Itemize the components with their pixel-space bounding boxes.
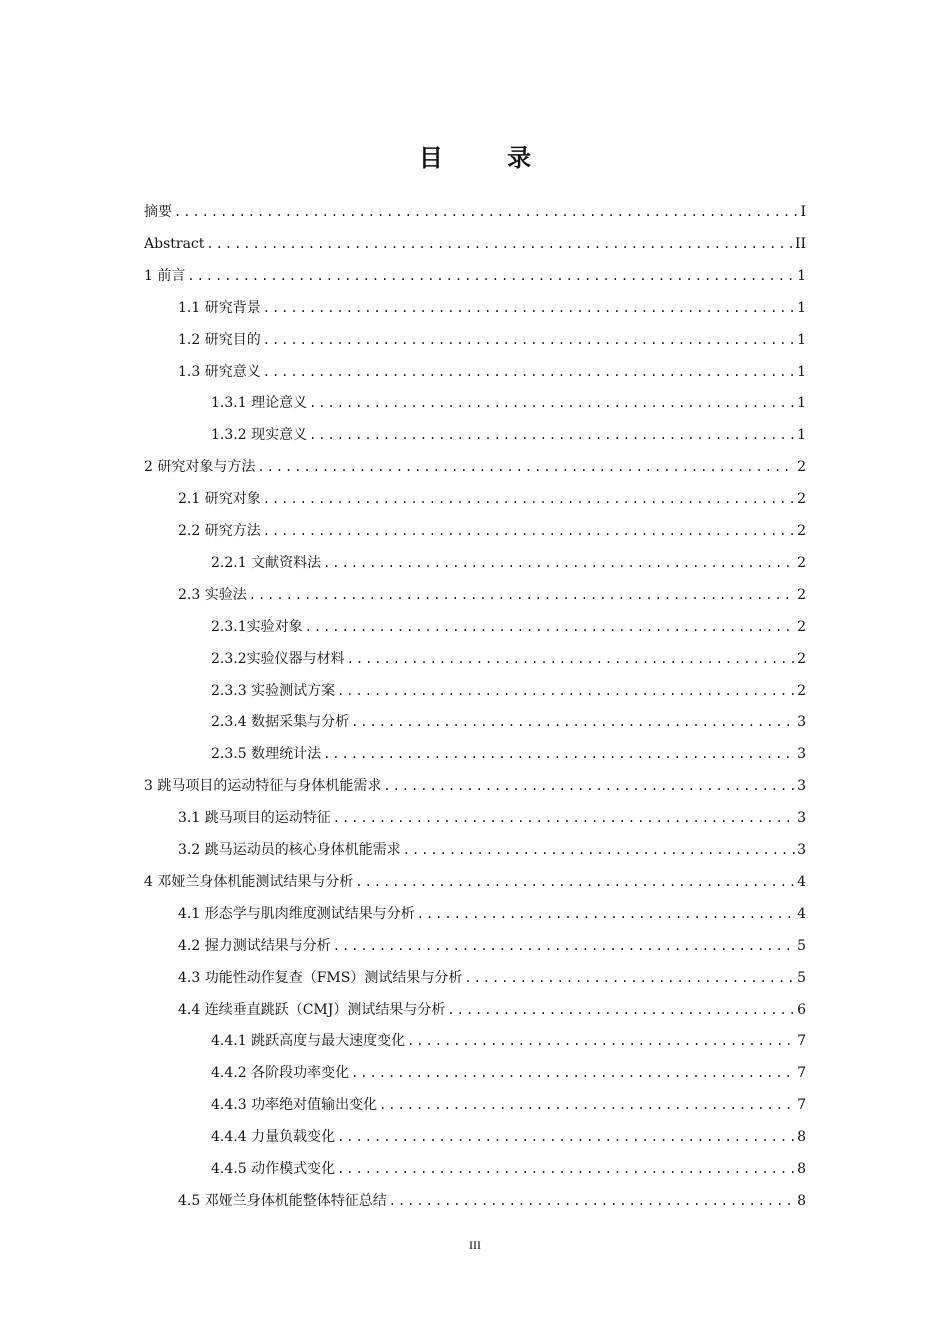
- toc-entry-page: 3: [797, 746, 806, 763]
- toc-entry-label: 4.4.1 跳跃高度与最大速度变化: [211, 1033, 406, 1050]
- toc-entry-link[interactable]: [178, 930, 806, 962]
- toc-entry-link[interactable]: [178, 898, 806, 930]
- toc-leader-dots: [187, 260, 795, 292]
- toc-row: [0, 196, 950, 228]
- toc-entry-link[interactable]: [211, 387, 806, 419]
- toc-leader-dots: [309, 419, 795, 451]
- toc-leader-dots: [263, 292, 795, 324]
- toc-entry-link[interactable]: [211, 1057, 806, 1089]
- toc-entry-page: 1: [797, 331, 806, 348]
- toc-entry-label: 4.5 邓娅兰身体机能整体特征总结: [178, 1192, 387, 1209]
- toc-entry-page: 5: [797, 937, 806, 954]
- toc-entry-label: 3.1 跳马项目的运动特征: [178, 810, 331, 827]
- toc-entry-label: 2.2 研究方法: [178, 523, 261, 539]
- toc-leader-dots: [351, 1057, 795, 1089]
- toc-entry-label: 4.3 功能性动作复查（FMS）测试结果与分析: [178, 969, 463, 986]
- toc-row: [0, 356, 950, 388]
- toc-row: [0, 643, 950, 675]
- toc-leader-dots: [333, 930, 795, 962]
- toc-row: [0, 962, 950, 994]
- toc-entry-label: 2 研究对象与方法: [144, 459, 256, 476]
- toc-entry-link[interactable]: [211, 1025, 806, 1057]
- toc-entry-link[interactable]: [178, 292, 806, 324]
- toc-leader-dots: [347, 643, 795, 675]
- toc-entry-label: 4.2 握力测试结果与分析: [178, 937, 331, 954]
- toc-entry-page: 8: [797, 1129, 806, 1146]
- toc-entry-link[interactable]: [211, 706, 806, 738]
- toc-entry-label: 2.3.2实验仪器与材料: [211, 650, 345, 667]
- toc-leader-dots: [383, 770, 795, 802]
- toc-entry-page: 2: [797, 682, 806, 699]
- toc-leader-dots: [323, 738, 795, 770]
- toc-entry-page: 6: [797, 1001, 806, 1018]
- toc-row: [0, 324, 950, 356]
- toc-entry-page: 1: [797, 363, 806, 380]
- toc-entry-page: 2: [797, 523, 806, 539]
- toc-row: [0, 675, 950, 707]
- toc-entry-page: 1: [797, 427, 806, 444]
- toc-row: [0, 579, 950, 611]
- toc-entry-page: 7: [797, 1065, 806, 1082]
- toc-leader-dots: [257, 451, 795, 483]
- toc-row: [0, 419, 950, 451]
- toc-leader-dots: [447, 994, 795, 1026]
- toc-entry-label: 1.3 研究意义: [178, 363, 261, 380]
- toc-entry-page: 1: [797, 299, 806, 316]
- toc-entry-link[interactable]: [211, 611, 806, 643]
- toc-entry-link[interactable]: [144, 260, 806, 292]
- toc-leader-dots: [389, 1185, 795, 1217]
- toc-entry-label: 1 前言: [144, 267, 186, 284]
- toc-row: [0, 515, 950, 547]
- toc-entry-page: 1: [797, 267, 806, 284]
- toc-row: [0, 866, 950, 898]
- toc-entry-page: 8: [797, 1192, 806, 1209]
- toc-entry-label: 3 跳马项目的运动特征与身体机能需求: [144, 778, 382, 795]
- toc-leader-dots: [464, 962, 795, 994]
- toc-row: [0, 930, 950, 962]
- page-number: III: [469, 1238, 481, 1252]
- toc-entry-label: 1.2 研究目的: [178, 331, 261, 348]
- toc-leader-dots: [407, 1025, 795, 1057]
- toc-row: [0, 706, 950, 738]
- toc-entry-link[interactable]: [144, 196, 806, 228]
- toc-leader-dots: [263, 515, 795, 547]
- toc-entry-label: 4 邓娅兰身体机能测试结果与分析: [144, 873, 354, 890]
- toc-entry-link[interactable]: [178, 515, 806, 547]
- toc-entry-label: 4.4 连续垂直跳跃（CMJ）测试结果与分析: [178, 1001, 446, 1018]
- toc-entry-link[interactable]: [211, 675, 806, 707]
- toc-leader-dots: [337, 675, 795, 707]
- toc-entry-label: Abstract: [144, 235, 205, 252]
- toc-entry-label: 4.1 形态学与肌肉维度测试结果与分析: [178, 905, 415, 922]
- toc-entry-link[interactable]: [178, 994, 806, 1026]
- toc-row: [0, 611, 950, 643]
- toc-entry-label: 2.3 实验法: [178, 586, 247, 603]
- toc-leader-dots: [174, 196, 798, 228]
- toc-entry-page: 2: [797, 586, 806, 603]
- toc-entry-label: 2.3.3 实验测试方案: [211, 682, 336, 699]
- toc-entry-label: 2.2.1 文献资料法: [211, 554, 322, 571]
- toc-leader-dots: [333, 802, 795, 834]
- toc-leader-dots: [263, 356, 795, 388]
- toc-entry-page: 7: [797, 1033, 806, 1050]
- toc-entry-page: 3: [797, 810, 806, 827]
- toc-entry-link[interactable]: [144, 770, 806, 802]
- toc-entry-page: 7: [797, 1097, 806, 1114]
- toc-entry-page: 8: [797, 1161, 806, 1177]
- toc-leader-dots: [323, 547, 795, 579]
- toc-entry-label: 1.1 研究背景: [178, 299, 261, 316]
- toc-entry-link[interactable]: [178, 356, 806, 388]
- toc-entry-link[interactable]: [178, 962, 806, 994]
- toc-entry-link[interactable]: [178, 483, 806, 515]
- toc-row: [0, 802, 950, 834]
- toc-leader-dots: [263, 324, 795, 356]
- toc-leader-dots: [249, 579, 795, 611]
- toc-row: [0, 1121, 950, 1153]
- toc-row: [0, 738, 950, 770]
- toc-leader-dots: [355, 866, 795, 898]
- toc-entry-page: 2: [797, 491, 806, 508]
- toc-row: [0, 451, 950, 483]
- toc-entry-label: 2.3.4 数据采集与分析: [211, 714, 350, 731]
- toc-entry-page: 2: [797, 650, 806, 667]
- toc-entry-label: 4.4.2 各阶段功率变化: [211, 1065, 350, 1082]
- toc-entry-page: I: [800, 204, 806, 220]
- toc-row: [0, 1089, 950, 1121]
- toc-entry-label: 1.3.1 理论意义: [211, 395, 308, 412]
- toc-entry-label: 2.1 研究对象: [178, 491, 261, 508]
- toc-entry-link[interactable]: [211, 419, 806, 451]
- page-title: 目 录: [418, 144, 560, 172]
- toc-entry-label: 3.2 跳马运动员的核心身体机能需求: [178, 842, 401, 858]
- toc-row: [0, 387, 950, 419]
- toc-entry-label: 摘要: [144, 204, 172, 220]
- toc-entry-link[interactable]: [144, 451, 806, 483]
- toc-entry-label: 4.4.4 力量负载变化: [211, 1129, 336, 1146]
- toc-row: [0, 228, 950, 260]
- toc-entry-page: 3: [797, 778, 806, 795]
- toc-entry-page: 2: [797, 618, 806, 635]
- toc-row: [0, 1025, 950, 1057]
- toc-leader-dots: [309, 387, 795, 419]
- toc-row: [0, 260, 950, 292]
- toc-row: [0, 483, 950, 515]
- toc-entry-page: 2: [797, 554, 806, 571]
- toc-entry-page: 3: [797, 714, 806, 731]
- toc-entry-link[interactable]: [178, 324, 806, 356]
- toc-leader-dots: [337, 1121, 795, 1153]
- toc-leader-dots: [379, 1089, 795, 1121]
- toc-row: [0, 770, 950, 802]
- toc-entry-link[interactable]: [211, 738, 806, 770]
- toc-entry-page: 3: [797, 842, 806, 858]
- toc-entry-label: 4.4.3 功率绝对值输出变化: [211, 1097, 378, 1114]
- toc-leader-dots: [403, 834, 795, 866]
- toc-entry-link[interactable]: [211, 1153, 806, 1185]
- toc-entry-page: 1: [797, 395, 806, 412]
- toc-entry-page: 2: [797, 459, 806, 476]
- toc-entry-link[interactable]: [211, 1121, 806, 1153]
- toc-row: [0, 834, 950, 866]
- toc-entry-link[interactable]: [211, 1089, 806, 1121]
- toc-row: [0, 898, 950, 930]
- toc-row: [0, 994, 950, 1026]
- toc-entry-link[interactable]: [144, 866, 806, 898]
- toc-entry-link[interactable]: [211, 643, 806, 675]
- toc-row: [0, 1057, 950, 1089]
- toc-entry-link[interactable]: [144, 228, 806, 260]
- toc-entry-link[interactable]: [211, 547, 806, 579]
- toc-leader-dots: [417, 898, 795, 930]
- toc-entry-page: 5: [797, 969, 806, 986]
- toc-entry-link[interactable]: [178, 579, 806, 611]
- toc-leader-dots: [305, 611, 795, 643]
- toc-entry-page: II: [794, 235, 806, 252]
- toc-leader-dots: [263, 483, 795, 515]
- toc-entry-link[interactable]: [178, 1185, 806, 1217]
- toc-leader-dots: [351, 706, 795, 738]
- toc-entry-page: 4: [797, 905, 806, 922]
- toc-entry-label: 2.3.1实验对象: [211, 618, 303, 635]
- toc-row: [0, 1153, 950, 1185]
- toc-entry-label: 4.4.5 动作模式变化: [211, 1161, 336, 1177]
- toc-leader-dots: [337, 1153, 795, 1185]
- toc-entry-label: 2.3.5 数理统计法: [211, 746, 322, 763]
- toc-entry-link[interactable]: [178, 802, 806, 834]
- toc-leader-dots: [206, 228, 793, 260]
- toc-entry-label: 1.3.2 现实意义: [211, 427, 308, 444]
- toc-row: [0, 1185, 950, 1217]
- toc-entry-link[interactable]: [178, 834, 806, 866]
- toc-entry-page: 4: [797, 873, 806, 890]
- toc-row: [0, 547, 950, 579]
- toc-row: [0, 292, 950, 324]
